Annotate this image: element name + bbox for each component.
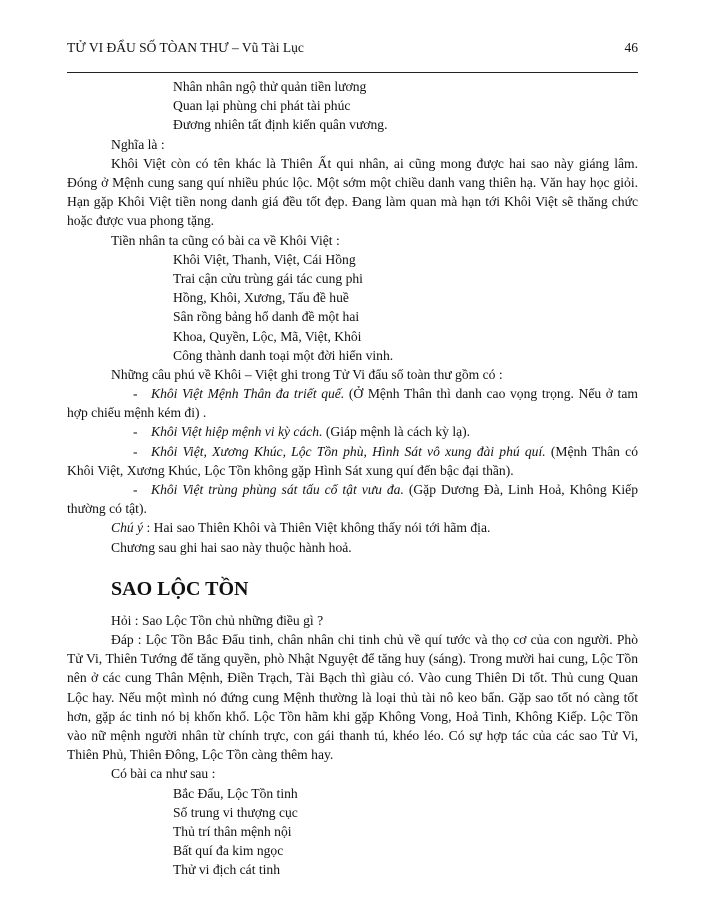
poem-intro: Tiền nhân ta cũng có bài ca về Khôi Việt : <box>111 232 340 248</box>
note-label: Chú ý <box>111 520 144 536</box>
poem-line: Hồng, Khôi, Xương, Tấu đề huề <box>173 290 349 306</box>
nghia-la-label: Nghĩa là : <box>111 136 165 152</box>
phu-item-explanation: (Gặp Dương Đà, Linh Hoả, Không Kiếp thường có tật). <box>67 482 639 517</box>
next-chapter-note: Chương sau ghi hai sao này thuộc hành hoả. <box>111 539 352 555</box>
phu-item-quote: Khôi Việt hiệp mệnh vi kỳ cách. <box>151 424 323 440</box>
poem-line: Khoa, Quyền, Lộc, Mã, Việt, Khôi <box>173 328 362 344</box>
poem-line: Công thành danh toại một đời hiển vinh. <box>173 347 394 363</box>
poem-intro: Có bài ca như sau : <box>111 766 216 782</box>
phu-item-quote: Khôi Việt Mệnh Thân đa triết quế. <box>151 386 345 402</box>
phu-item <box>67 422 638 441</box>
phu-item-explanation: (Ở Mệnh Thân thì danh cao vọng trọng. Nếu ở tam hợp chiếu mệnh kém đi) . <box>67 386 639 421</box>
phu-item <box>67 480 638 518</box>
poem-line: Khôi Việt, Thanh, Việt, Cái Hồng <box>173 251 356 267</box>
section-heading: SAO LỘC TỒN <box>111 577 249 600</box>
running-title: TỬ VI ĐẨU SỐ TÒAN THƯ – Vũ Tài Lục <box>67 40 304 55</box>
phu-item-quote: Khôi Việt trùng phùng sát tấu cố tật vưu đa. <box>151 482 404 498</box>
bullet-dash: - <box>133 386 138 402</box>
note-text: : Hai sao Thiên Khôi và Thiên Việt không thấy nói tới hãm địa. <box>143 520 491 536</box>
phu-item <box>67 442 638 480</box>
page-body <box>67 77 638 880</box>
poem-line: Số trung vi thượng cục <box>173 804 298 820</box>
poem-line: Sân rồng bảng hổ danh đề một hai <box>173 309 360 325</box>
phu-item-explanation: (Giáp mệnh là cách kỳ lạ). <box>322 424 471 440</box>
poem-line: Thử vi địch cát tinh <box>173 862 281 878</box>
page-header <box>67 40 638 64</box>
poem-line: Trai cận cửu trùng gái tác cung phi <box>173 270 363 286</box>
phu-item <box>67 384 638 422</box>
bullet-dash: - <box>133 443 138 459</box>
header-rule <box>67 72 638 73</box>
note-line <box>67 518 638 537</box>
page-number: 46 <box>624 40 638 55</box>
poem-line: Quan lại phùng chi phát tài phúc <box>173 98 351 114</box>
poem-line: Bất quí đa kim ngọc <box>173 843 284 859</box>
poem-line: Thủ trí thân mệnh nội <box>173 824 292 840</box>
bullet-dash: - <box>133 424 138 440</box>
bullet-dash: - <box>133 482 138 498</box>
question-line: Hỏi : Sao Lộc Tồn chủ những điều gì ? <box>111 612 324 628</box>
phu-intro: Những câu phú về Khôi – Việt ghi trong Tử Vi đẩu số toàn thư gồm có : <box>111 366 503 382</box>
phu-item-quote: Khôi Việt, Xương Khúc, Lộc Tồn phù, Hình Sát vô xung đài phú quí. <box>151 443 546 459</box>
poem-line: Đương nhiên tất định kiến quân vương. <box>173 117 388 133</box>
answer-paragraph: Đáp : Lộc Tồn Bắc Đẩu tinh, chân nhân chi tinh chủ về quí tước và thọ cơ của con người. Phò Tử Vi, Thiên Tướng để tăng quyền, phò Nhật Nguyệt để tăng huy (sáng). Trong mười hai cung, Lộc Tồn nên ở các cung Thân Mệnh, Điền Trạch, Tài Bạch thì giàu có. Vào cung Thiên Di tốt. Thủ cung Quan Lộc hay. Nếu một mình nó đứng cung Mệnh thường là loại thủ tài nô keo bẩn. Gặp sao tốt nó càng tốt hơn, gặp ác tinh nó bị khốn khổ. Lộc Tồn hãm khi gặp Không Vong, Hoả Tinh, Không Kiếp. Lộc Tồn vào nữ mệnh người nhân từ chính trực, con gái thanh tú, khéo léo. Có sự hợp tác của các sao Tử Vi, Thiên Phủ, Thiên Đông, Lộc Tồn càng thêm hay. <box>67 632 638 763</box>
poem-line: Bắc Đẩu, Lộc Tồn tinh <box>173 785 298 801</box>
paragraph-khoi-viet: Khôi Việt còn có tên khác là Thiên Ất qui nhân, ai cũng mong được hai sao này giáng lâm. Đóng ở Mệnh cung sang quí nhiều phúc lộc. Một sớm một chiều danh vang thiên hạ. Văn hay học giỏi. Hạn gặp Khôi Việt tiền nong danh giá đều tốt đẹp. Đang làm quan mà hạn tới Khôi Việt sẽ thăng chức hoặc được vua phong tặng. <box>67 155 638 229</box>
poem-line: Nhân nhân ngộ thử quản tiền lương <box>173 79 367 94</box>
phu-item-explanation: (Mệnh Thân có Khôi Việt, Xương Khúc, Lộc Tồn không gặp Hình Sát xung quí đến bậc đại thần). <box>67 443 639 478</box>
